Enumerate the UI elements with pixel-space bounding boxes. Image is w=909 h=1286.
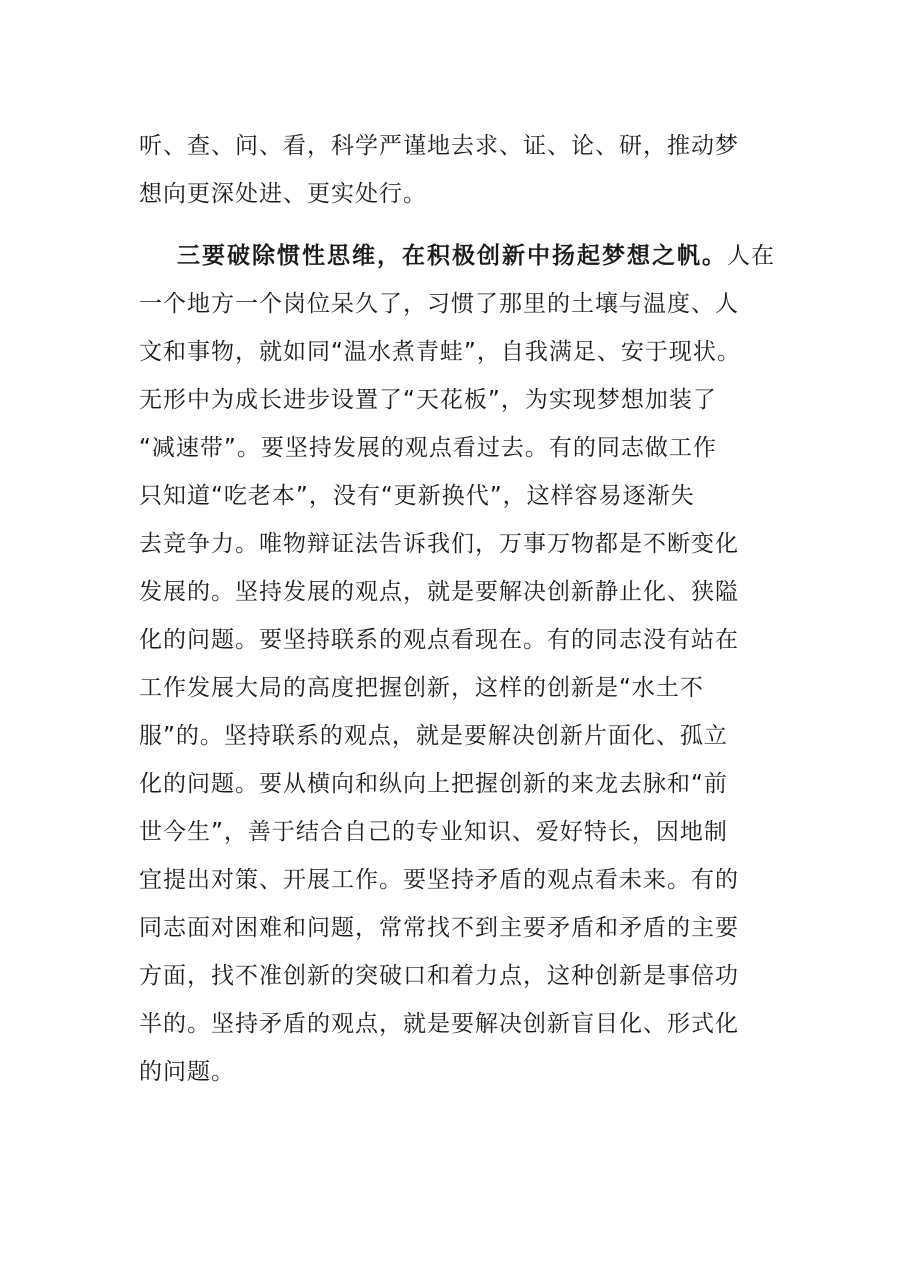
paragraph-line: 听、查、问、看，科学严谨地去求、证、论、研，推动梦 [139,133,739,159]
paragraph-line: 想向更深处进、更实处行。 [139,181,427,207]
paragraph-line: “减速带”。要坚持发展的观点看过去。有的同志做工作 [139,435,717,461]
paragraph-line: 的问题。 [139,1059,235,1085]
paragraph-first-line [139,232,779,280]
section-heading: 三要破除惯性思维，在积极创新中扬起梦想之帆。 [177,243,727,269]
paragraph-line: 半的。坚持矛盾的观点，就是要解决创新盲目化、形式化 [139,1011,739,1037]
paragraph-2 [139,232,779,1096]
document-body [139,122,779,1096]
paragraph-line: 化的问题。要坚持联系的观点看现在。有的同志没有站在 [139,627,739,653]
paragraph-line: 只知道“吃老本”，没有“更新换代”，这样容易逐渐失 [139,483,695,509]
paragraph-line: 一个地方一个岗位呆久了，习惯了那里的土壤与温度、人 [139,291,739,317]
paragraph-line: 发展的。坚持发展的观点，就是要解决创新静止化、狭隘 [139,579,739,605]
paragraph-line: 无形中为成长进步设置了“天花板”，为实现梦想加装了 [139,387,717,413]
paragraph-line: 文和事物，就如同“温水煮青蛙”，自我满足、安于现状。 [139,339,741,365]
paragraph-line: 化的问题。要从横向和纵向上把握创新的来龙去脉和“前 [139,771,728,797]
paragraph-line: 同志面对困难和问题，常常找不到主要矛盾和矛盾的主要 [139,915,739,941]
paragraph-line: 工作发展大局的高度把握创新，这样的创新是“水土不 [139,675,704,701]
paragraph-line: 方面，找不准创新的突破口和着力点，这种创新是事倍功 [139,963,739,989]
paragraph-1 [139,122,779,218]
paragraph-spacer [139,218,779,232]
paragraph-line: 去竞争力。唯物辩证法告诉我们，万事万物都是不断变化 [139,531,739,557]
paragraph-line: 服”的。坚持联系的观点，就是要解决创新片面化、孤立 [139,723,728,749]
paragraph-line: 宜提出对策、开展工作。要坚持矛盾的观点看未来。有的 [139,867,739,893]
paragraph-line: 世今生”，善于结合自己的专业知识、爱好特长，因地制 [139,819,728,845]
heading-trailing-text: 人在 [727,243,775,269]
